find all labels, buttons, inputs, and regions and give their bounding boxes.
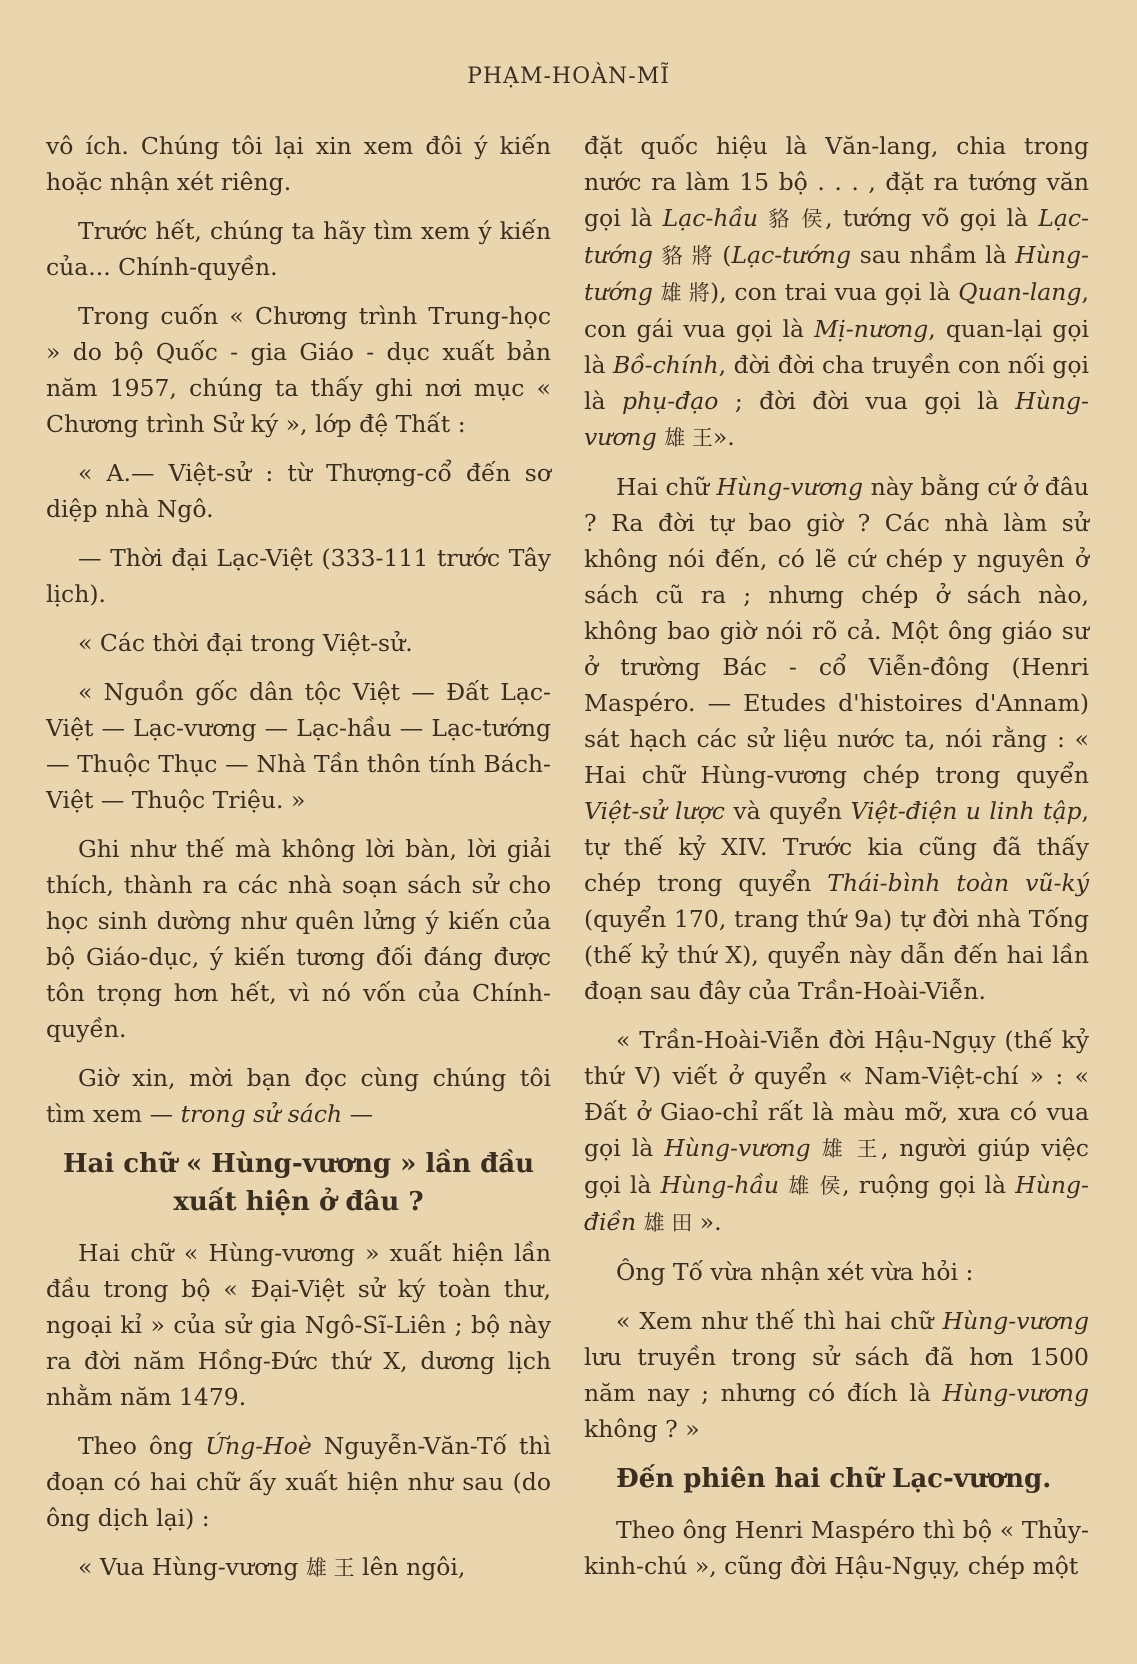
text-run: (quyển 170, trang thứ 9a) tự đời nhà Tống (thế kỷ thứ X), quyển này dẫn đến hai lần đoạn sau đây của Trần-Hoài-Viễn. bbox=[584, 905, 1089, 1005]
text-run: ( bbox=[713, 241, 732, 269]
text-run: Nguyễn-Văn-Tố thì đoạn có hai chữ ấy xuất hiện như sau (do ông dịch lại) : bbox=[46, 1432, 551, 1532]
italic-run: Hùng-vương bbox=[584, 387, 1089, 451]
italic-run: Quan-lang bbox=[958, 278, 1082, 306]
left-column bbox=[46, 128, 551, 1599]
italic-run: Lạc-hầu bbox=[662, 204, 759, 232]
italic-run: Hùng-vương bbox=[942, 1307, 1089, 1335]
text-run: lên ngôi, bbox=[354, 1553, 466, 1581]
text-run: Theo ông bbox=[78, 1432, 206, 1460]
italic-run: phụ-đạo bbox=[621, 387, 719, 415]
paragraph bbox=[46, 1428, 551, 1536]
han-characters: 貉 將 bbox=[661, 244, 714, 268]
text-run: sau nhầm là bbox=[851, 241, 1016, 269]
quote-line: « A.— Việt-sử : từ Thượng-cổ đến sơ diệp nhà Ngô. bbox=[46, 459, 551, 523]
right-column bbox=[584, 128, 1089, 1597]
text-run: , tự thế kỷ XIV. Trước kia cũng đã thấy chép trong quyển bbox=[584, 797, 1089, 897]
section-heading: Đến phiên hai chữ Lạc-vương. bbox=[616, 1464, 1052, 1494]
paragraph: Hai chữ « Hùng-vương » xuất hiện lần đầu trong bộ « Đại-Việt sử ký toàn thư, ngoại kỉ » của sử gia Ngô-Sĩ-Liên ; bộ này ra đời năm Hồng-Đức thứ X, dương lịch nhằm năm 1479. bbox=[46, 1239, 551, 1411]
text-run: lưu truyền trong sử sách đã hơn 1500 năm nay ; nhưng có đích là bbox=[584, 1343, 1089, 1407]
italic-run: Việt-sử lược bbox=[584, 797, 725, 825]
han-characters: 雄 王 bbox=[664, 426, 713, 450]
text-run: ». bbox=[692, 1208, 722, 1236]
running-title: PHẠM-HOÀN-MĨ bbox=[467, 64, 670, 89]
paragraph: Ông Tố vừa nhận xét vừa hỏi : bbox=[616, 1258, 974, 1286]
han-characters: 貉 侯 bbox=[768, 207, 826, 231]
quote-line: « Các thời đại trong Việt-sử. bbox=[78, 629, 413, 657]
text-run: , người giúp việc gọi là bbox=[584, 1134, 1089, 1199]
text-run: ». bbox=[712, 423, 735, 451]
paragraph: Trước hết, chúng ta hãy tìm xem ý kiến của... Chính-quyền. bbox=[46, 217, 551, 281]
text-run: này bằng cứ ở đâu ? Ra đời tự bao giờ ? Các nhà làm sử không nói đến, có lẽ cứ chép y nguyên ở sách cũ ra ; nhưng chép ở sách nào, không bao giờ nói rõ cả. Một ông giáo sư ở trường Bác - cổ Viễn-đông (Henri Maspéro. — Etudes d'histoires d'Annam) sát hạch các sử liệu nước ta, nói rằng : « Hai chữ Hùng-vương chép trong quyển bbox=[584, 473, 1089, 789]
paragraph: Trong cuốn « Chương trình Trung-học » do bộ Quốc - gia Giáo - dục xuất bản năm 1957, chúng ta thấy ghi nơi mục « Chương trình Sử ký », lớp đệ Thất : bbox=[46, 302, 551, 438]
italic-run: Hùng-vương bbox=[716, 473, 864, 501]
quote-line: « Nguồn gốc dân tộc Việt — Đất Lạc-Việt — Lạc-vương — Lạc-hầu — Lạc-tướng — Thuộc Thục — Nhà Tần thôn tính Bách-Việt — Thuộc Triệu. » bbox=[46, 678, 551, 814]
italic-run: Hùng-điền bbox=[584, 1171, 1089, 1236]
quote-paragraph bbox=[584, 1022, 1089, 1241]
paragraph bbox=[584, 469, 1089, 1009]
text-run: , tướng võ gọi là bbox=[825, 204, 1039, 232]
italic-run: Thái-bình toàn vũ-ký bbox=[827, 869, 1089, 897]
text-run: « Trần-Hoài-Viễn đời Hậu-Ngụy (thế kỷ thứ V) viết ở quyển « Nam-Việt-chí » : « Đất ở Giao-chỉ rất là màu mỡ, xưa có vua gọi là bbox=[584, 1026, 1089, 1162]
italic-run: Ứng-Hoè bbox=[205, 1432, 312, 1460]
italic-run: Bồ-chính bbox=[613, 351, 719, 379]
section-heading: Hai chữ « Hùng-vương » lần đầu xuất hiện ở đâu ? bbox=[62, 1149, 535, 1217]
paragraph: vô ích. Chúng tôi lại xin xem đôi ý kiến hoặc nhận xét riêng. bbox=[46, 132, 551, 196]
han-characters: 雄 侯 bbox=[788, 1174, 843, 1198]
text-run: , quan-lại gọi là bbox=[584, 315, 1089, 379]
text-run: không ? » bbox=[584, 1415, 700, 1443]
han-characters: 雄 田 bbox=[643, 1211, 693, 1235]
italic-run: Lạc-tướng bbox=[731, 241, 852, 269]
italic-run: Hùng-hầu bbox=[660, 1171, 780, 1199]
text-run: Hai chữ bbox=[616, 473, 717, 501]
text-run: , con gái vua gọi là bbox=[584, 278, 1089, 343]
italic-run: Hùng-tướng bbox=[584, 241, 1089, 306]
paragraph: Theo ông Henri Maspéro thì bộ « Thủy-kinh-chú », cũng đời Hậu-Ngụy, chép một bbox=[584, 1516, 1089, 1580]
text-run: , đời đời cha truyền con nối gọi là bbox=[584, 351, 1090, 415]
text-run: « Xem như thế thì hai chữ bbox=[616, 1307, 943, 1335]
han-characters: 雄 將 bbox=[660, 281, 711, 305]
paragraph: Ghi như thế mà không lời bàn, lời giải thích, thành ra các nhà soạn sách sử cho học sinh dường như quên lửng ý kiến của bộ Giáo-dục, ý kiến tương đối đáng được tôn trọng hơn hết, vì nó vốn của Chính-quyền. bbox=[46, 835, 551, 1043]
quote-paragraph bbox=[584, 1303, 1089, 1447]
italic-run: Hùng-vương bbox=[942, 1379, 1089, 1407]
text-run: « Vua Hùng-vương bbox=[78, 1553, 306, 1581]
text-run: ; đời đời vua gọi là bbox=[718, 387, 1016, 415]
italic-run: Hùng-vương bbox=[664, 1134, 811, 1162]
text-run: đặt quốc hiệu là Văn-lang, chia trong nước ra làm 15 bộ . . . , đặt ra tướng văn gọi là bbox=[584, 132, 1089, 232]
paragraph bbox=[584, 128, 1089, 456]
text-run: ), con trai vua gọi là bbox=[710, 278, 959, 306]
quote-line bbox=[46, 1549, 551, 1586]
text-run: và quyển bbox=[724, 797, 851, 825]
han-characters: 雄 王 bbox=[821, 1137, 881, 1161]
italic-run: trong sử sách bbox=[180, 1100, 343, 1128]
text-run: Giờ xin, mời bạn đọc cùng chúng tôi tìm xem — bbox=[46, 1064, 551, 1128]
text-run: , ruộng gọi là bbox=[842, 1171, 1016, 1199]
quote-line: — Thời đại Lạc-Việt (333-111 trước Tây lịch). bbox=[46, 544, 551, 608]
text-run: — bbox=[342, 1100, 374, 1128]
paragraph bbox=[46, 1060, 551, 1132]
italic-run: Lạc-tướng bbox=[584, 204, 1089, 269]
italic-run: Việt-điện u linh tập bbox=[850, 797, 1082, 825]
italic-run: Mị-nương bbox=[814, 315, 929, 343]
han-characters: 雄 王 bbox=[305, 1556, 355, 1580]
